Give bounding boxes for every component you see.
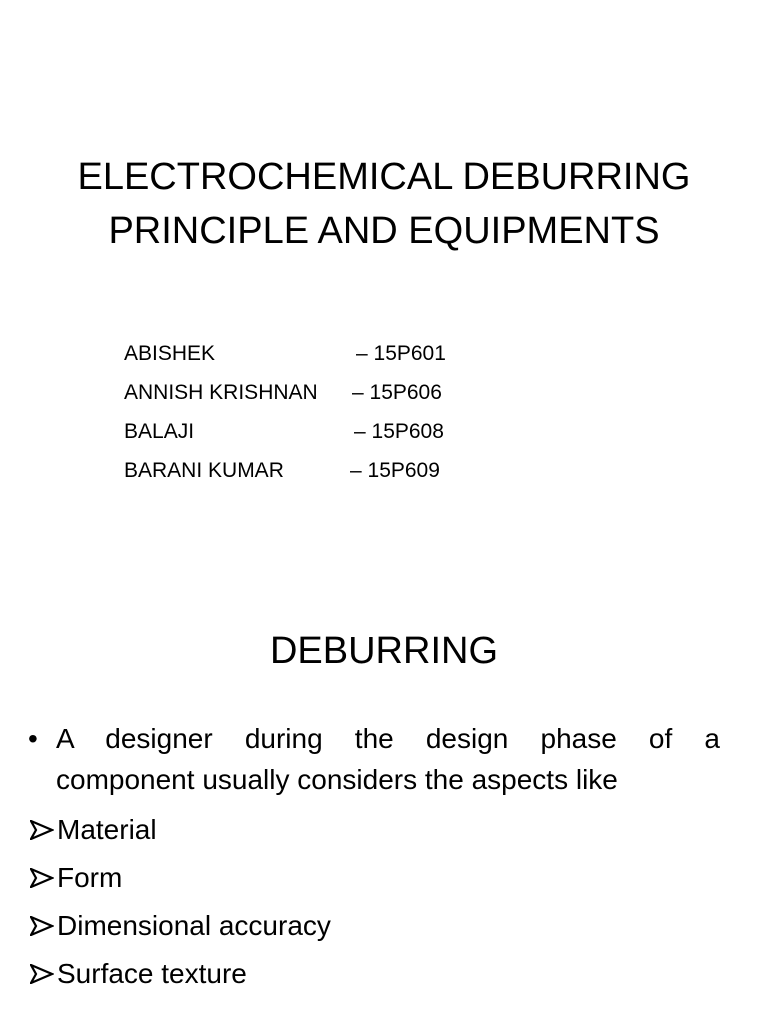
slide-title bbox=[0, 150, 768, 258]
arrow-bullet-icon bbox=[30, 868, 54, 888]
aspect-list bbox=[30, 806, 331, 998]
list-item bbox=[30, 902, 331, 950]
author-name: BALAJI bbox=[124, 420, 195, 443]
list-item bbox=[30, 854, 331, 902]
bullet-text-line-1: A designer during the design phase of a bbox=[56, 723, 720, 754]
author-row bbox=[124, 373, 446, 412]
author-id: – 15P601 bbox=[356, 342, 446, 365]
title-line-2: PRINCIPLE AND EQUIPMENTS bbox=[108, 210, 660, 252]
author-name: BARANI KUMAR bbox=[124, 459, 284, 482]
list-item-label: Material bbox=[57, 814, 157, 845]
list-item-label: Dimensional accuracy bbox=[57, 910, 331, 941]
author-row bbox=[124, 334, 446, 373]
author-id: – 15P609 bbox=[350, 459, 440, 482]
author-name: ABISHEK bbox=[124, 342, 216, 365]
author-list bbox=[124, 334, 446, 490]
title-line-1: ELECTROCHEMICAL DEBURRING bbox=[77, 156, 691, 198]
list-item bbox=[30, 806, 331, 854]
bullet-dot-icon: • bbox=[28, 723, 38, 754]
author-id: – 15P608 bbox=[354, 420, 444, 443]
bullet-text bbox=[56, 718, 720, 800]
author-name: ANNISH KRISHNAN bbox=[124, 381, 318, 404]
author-row bbox=[124, 412, 446, 451]
author-row bbox=[124, 451, 446, 490]
bullet-item bbox=[28, 718, 720, 800]
bullet-text-line-2: component usually considers the aspects like bbox=[56, 764, 618, 795]
arrow-bullet-icon bbox=[30, 820, 54, 840]
arrow-bullet-icon bbox=[30, 964, 54, 984]
list-item-label: Surface texture bbox=[57, 958, 247, 989]
arrow-bullet-icon bbox=[30, 916, 54, 936]
list-item-label: Form bbox=[57, 862, 123, 893]
author-id: – 15P606 bbox=[352, 381, 442, 404]
list-item bbox=[30, 950, 331, 998]
slide-title: DEBURRING bbox=[269, 630, 499, 672]
